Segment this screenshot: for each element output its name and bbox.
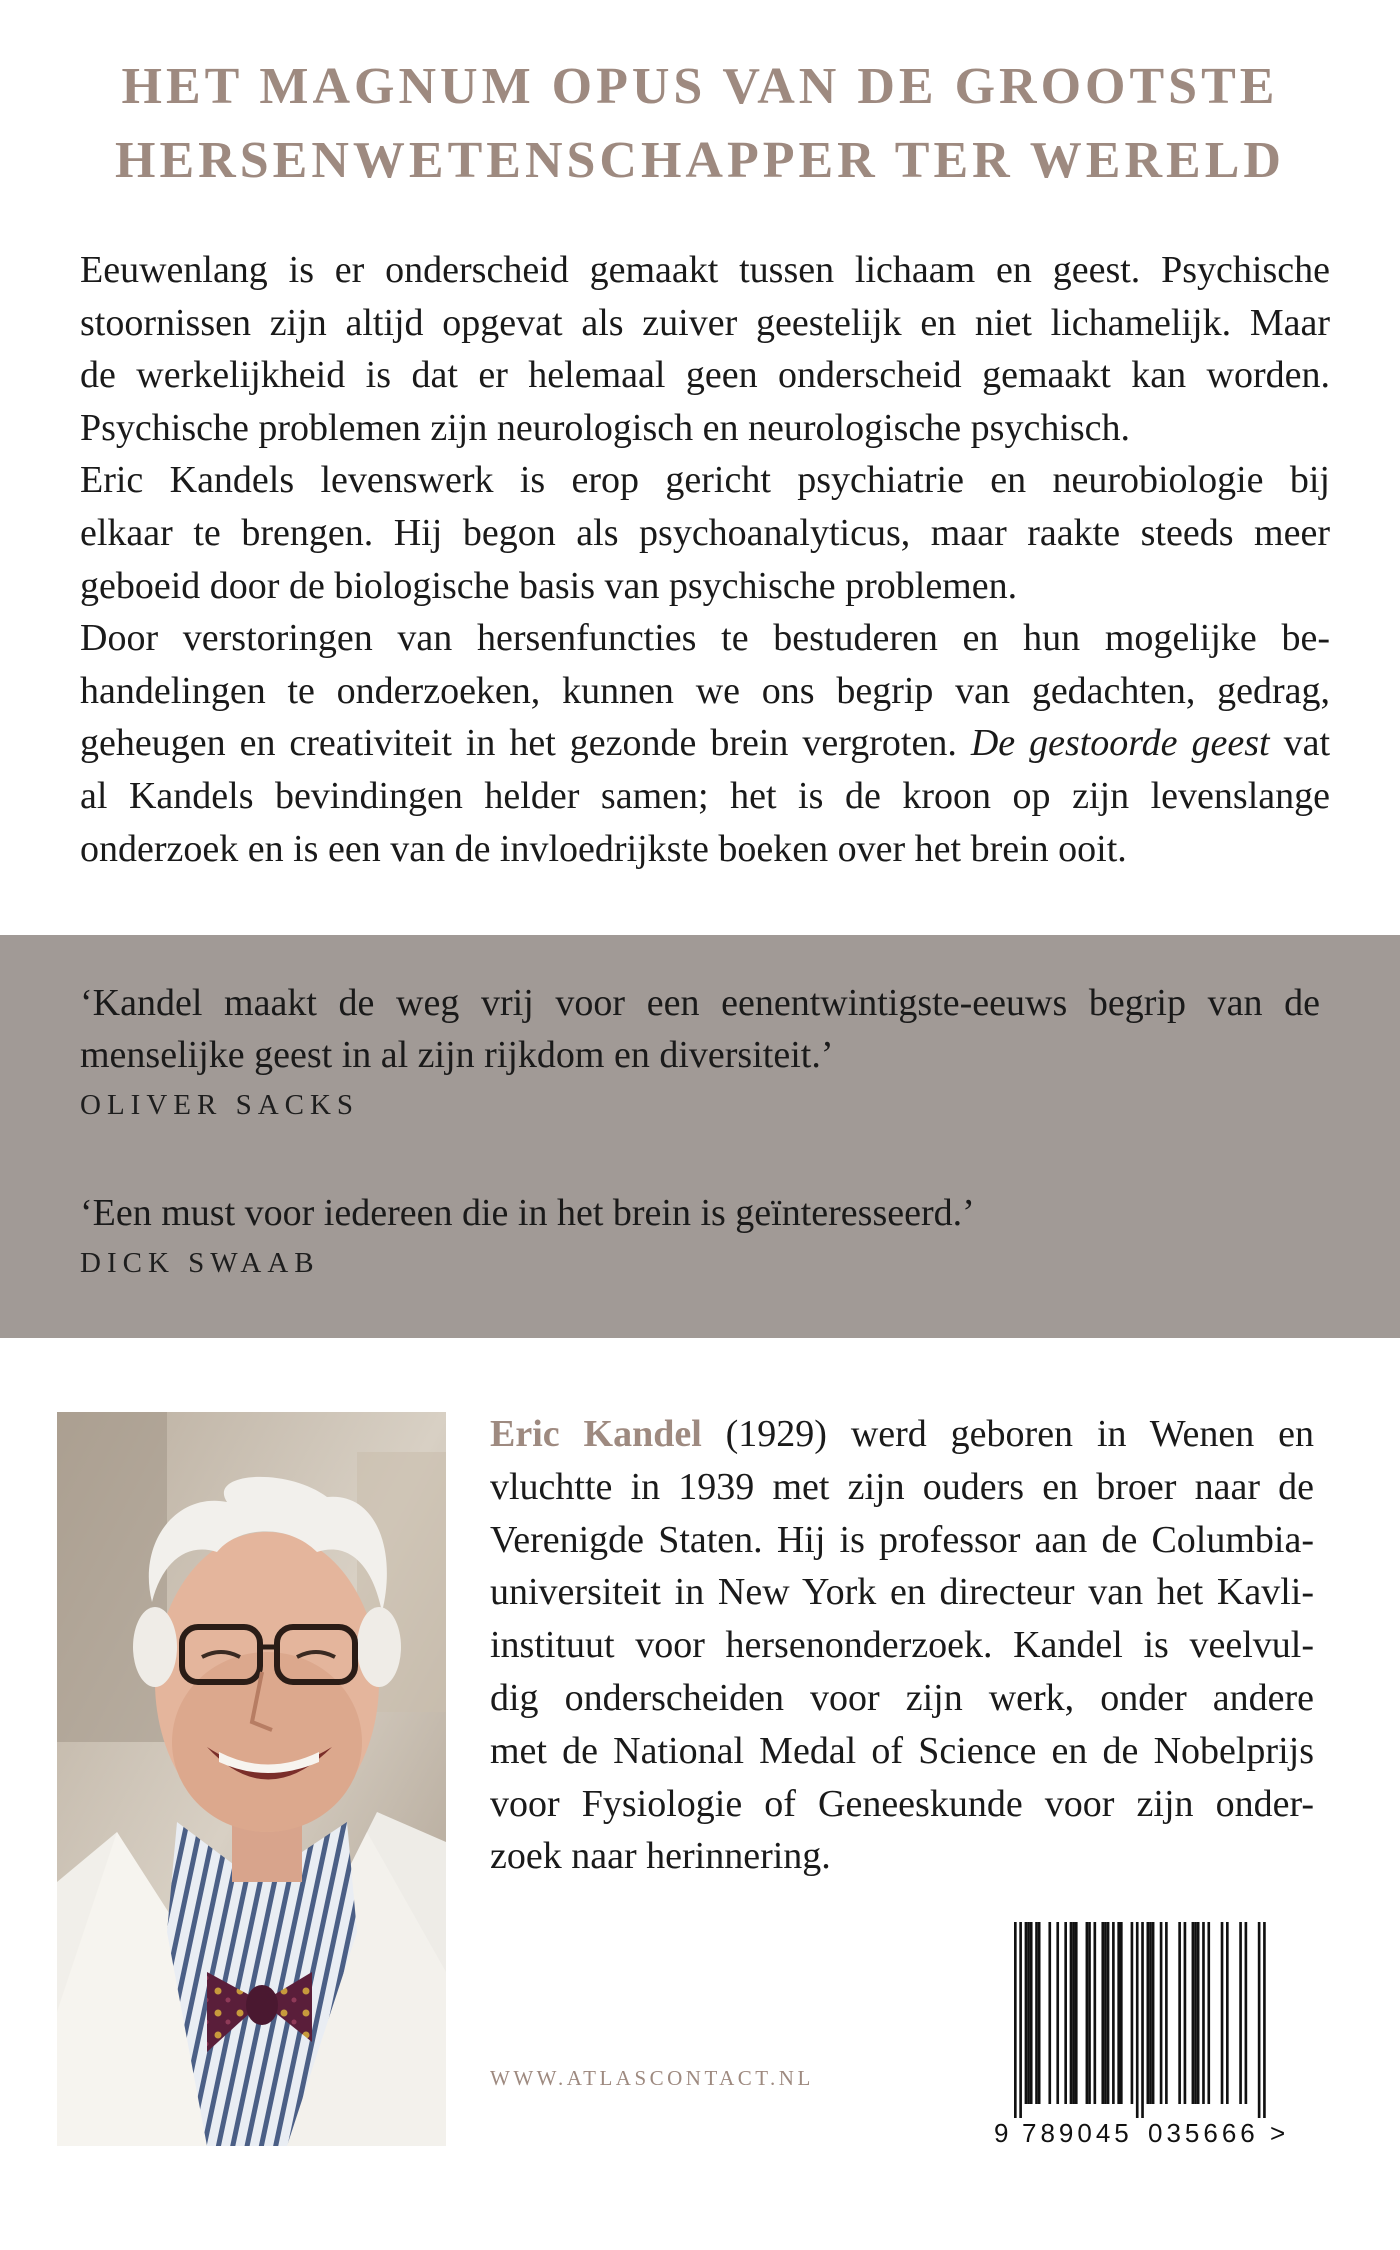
blurb-line: Eeuwenlang is er onderscheid gemaakt tussen lichaam en geest. Psychische xyxy=(80,249,1330,291)
barcode-bar xyxy=(1184,1922,1187,2104)
barcode-guard-bar xyxy=(1263,1922,1266,2118)
author-portrait-image xyxy=(57,1412,446,2146)
barcode-guard-bar xyxy=(1141,1922,1144,2118)
bio-line: dig onderscheiden voor zijn werk, onder andere xyxy=(490,1676,1314,1719)
quote-author: OLIVER SACKS xyxy=(80,1089,360,1121)
blurb-line: stoornissen zijn altijd opgevat als zuiver geestelijk en niet lichamelijk. Maar xyxy=(80,301,1330,344)
barcode-right-group: 035666 xyxy=(1148,2118,1259,2148)
blurb xyxy=(80,244,1330,875)
barcode-bars xyxy=(990,1918,1290,2118)
barcode-bar xyxy=(1064,1922,1067,2104)
quote-text: menselijke geest in al zijn rijkdom en diversiteit.’ xyxy=(80,1034,834,1076)
barcode-guard-bar xyxy=(1014,1922,1017,2118)
blurb-line: Psychische problemen zijn neurologisch en neurologische psychisch. xyxy=(80,406,1131,449)
bio-line: vluchtte in 1939 met zijn ouders en broer naar de xyxy=(490,1465,1314,1508)
barcode-bar xyxy=(1094,1922,1097,2104)
author-bio xyxy=(490,1408,1314,1883)
author-name: Eric Kandel xyxy=(490,1413,702,1455)
barcode-left-group: 789045 xyxy=(1022,2118,1133,2148)
bio-line: instituut voor hersenonderzoek. Kandel is veelvul- xyxy=(490,1624,1314,1667)
bio-line: met de National Medal of Science en de Nobelprijs xyxy=(490,1729,1314,1772)
blurb-line-with-title xyxy=(80,717,1330,770)
blurb-text: vat xyxy=(1283,722,1331,765)
bio-line: universiteit in New York en directeur van het Kavli- xyxy=(490,1571,1314,1614)
barcode-bar xyxy=(1056,1922,1059,2104)
blurb-line: handelingen te onderzoeken, kunnen we ons begrip van gedachten, gedrag, xyxy=(80,669,1330,712)
bio-line: Verenigde Staten. Hij is professor aan de Columbia- xyxy=(490,1518,1314,1561)
barcode-bar xyxy=(1207,1922,1210,2104)
barcode-bar xyxy=(1104,1922,1107,2104)
bio-text: (1929) werd geboren in Wenen en xyxy=(701,1413,1314,1455)
quote-text: ‘Kandel maakt de weg vrij voor een eenentwintigste-eeuws begrip van de xyxy=(80,982,1320,1024)
barcode-bar xyxy=(1194,1922,1197,2104)
barcode-bar xyxy=(1120,1922,1123,2104)
barcode-guard-bar xyxy=(1258,1922,1261,2118)
barcode-bar xyxy=(1245,1922,1248,2104)
barcode-guard-bar xyxy=(1019,1922,1022,2118)
quote-oliver-sacks xyxy=(80,977,1320,1127)
barcode-bar xyxy=(1226,1922,1229,2104)
bio-line: voor Fysiologie of Geneeskunde voor zijn onder- xyxy=(490,1782,1314,1825)
barcode-bar xyxy=(1027,1922,1030,2104)
barcode-bar xyxy=(1147,1922,1150,2104)
barcode-bar xyxy=(1117,1922,1120,2104)
barcode-bar xyxy=(1149,1922,1152,2104)
barcode-bar xyxy=(1086,1922,1089,2104)
quote-author: DICK SWAAB xyxy=(80,1247,320,1279)
barcode-bar xyxy=(1101,1922,1104,2104)
barcode-bar xyxy=(1221,1922,1224,2104)
blurb-line: Door verstoringen van hersenfuncties te bestuderen en hun mogelijke be- xyxy=(80,617,1330,660)
barcode-guard-bar xyxy=(1136,1922,1139,2118)
headline-line-1: HET MAGNUM OPUS VAN DE GROOTSTE xyxy=(121,58,1279,115)
barcode-bar xyxy=(1178,1922,1181,2104)
blurb-line: al Kandels bevindingen helder samen; het is de kroon op zijn levenslange xyxy=(80,774,1330,817)
barcode-bar xyxy=(1131,1922,1134,2104)
author-photo xyxy=(57,1412,446,2146)
barcode-bar xyxy=(1088,1922,1091,2104)
blurb-line: de werkelijkheid is dat er helemaal geen onderscheid gemaakt kan worden. xyxy=(80,354,1330,397)
bio-line: zoek naar herinnering. xyxy=(490,1835,831,1878)
blurb-line: onderzoek en is een van de invloedrijkste boeken over het brein ooit. xyxy=(80,827,1127,870)
barcode-bar xyxy=(1165,1922,1168,2104)
headline xyxy=(0,50,1400,198)
barcode-bar xyxy=(1048,1922,1051,2104)
book-title: De gestoorde geest xyxy=(970,722,1270,765)
barcode-first-digit: 9 xyxy=(994,2118,1009,2148)
barcode-bar xyxy=(1160,1922,1163,2104)
barcode-bar xyxy=(1239,1922,1242,2104)
blurb-line: geboeid door de biologische basis van psychische problemen. xyxy=(80,564,1018,607)
headline-line-2: HERSENWETENSCHAPPER TER WERELD xyxy=(115,132,1285,189)
barcode-bar xyxy=(1038,1922,1041,2104)
barcode-bar xyxy=(1202,1922,1205,2104)
barcode-end-mark: > xyxy=(1270,2118,1286,2148)
barcode-bar xyxy=(1152,1922,1155,2104)
barcode-bar xyxy=(1030,1922,1033,2104)
publisher-website: WWW.ATLASCONTACT.NL xyxy=(490,2066,814,2090)
barcode-bar xyxy=(1072,1922,1075,2104)
blurb-line: Eric Kandels levenswerk is erop gericht psychiatrie en neurobiologie bij xyxy=(80,459,1330,502)
quote-band xyxy=(0,935,1400,1338)
blurb-line: elkaar te brengen. Hij begon als psychoanalyticus, maar raakte steeds meer xyxy=(80,511,1330,554)
barcode-bar xyxy=(1070,1922,1073,2104)
isbn-barcode xyxy=(990,1918,1290,2166)
barcode-bar xyxy=(1035,1922,1038,2104)
bio-line xyxy=(490,1408,1314,1461)
blurb-text: geheugen en creativiteit in het gezonde brein vergroten. xyxy=(80,722,957,765)
quote-text: ‘Een must voor iedereen die in het brein is geïnteresseerd.’ xyxy=(80,1192,975,1234)
barcode-bar xyxy=(1107,1922,1110,2104)
barcode-bar xyxy=(1197,1922,1200,2104)
barcode-bar xyxy=(1025,1922,1028,2104)
barcode-bar xyxy=(1075,1922,1078,2104)
barcode-bar xyxy=(1192,1922,1195,2104)
quote-dick-swaab xyxy=(80,1187,975,1285)
barcode-bar xyxy=(1112,1922,1115,2104)
